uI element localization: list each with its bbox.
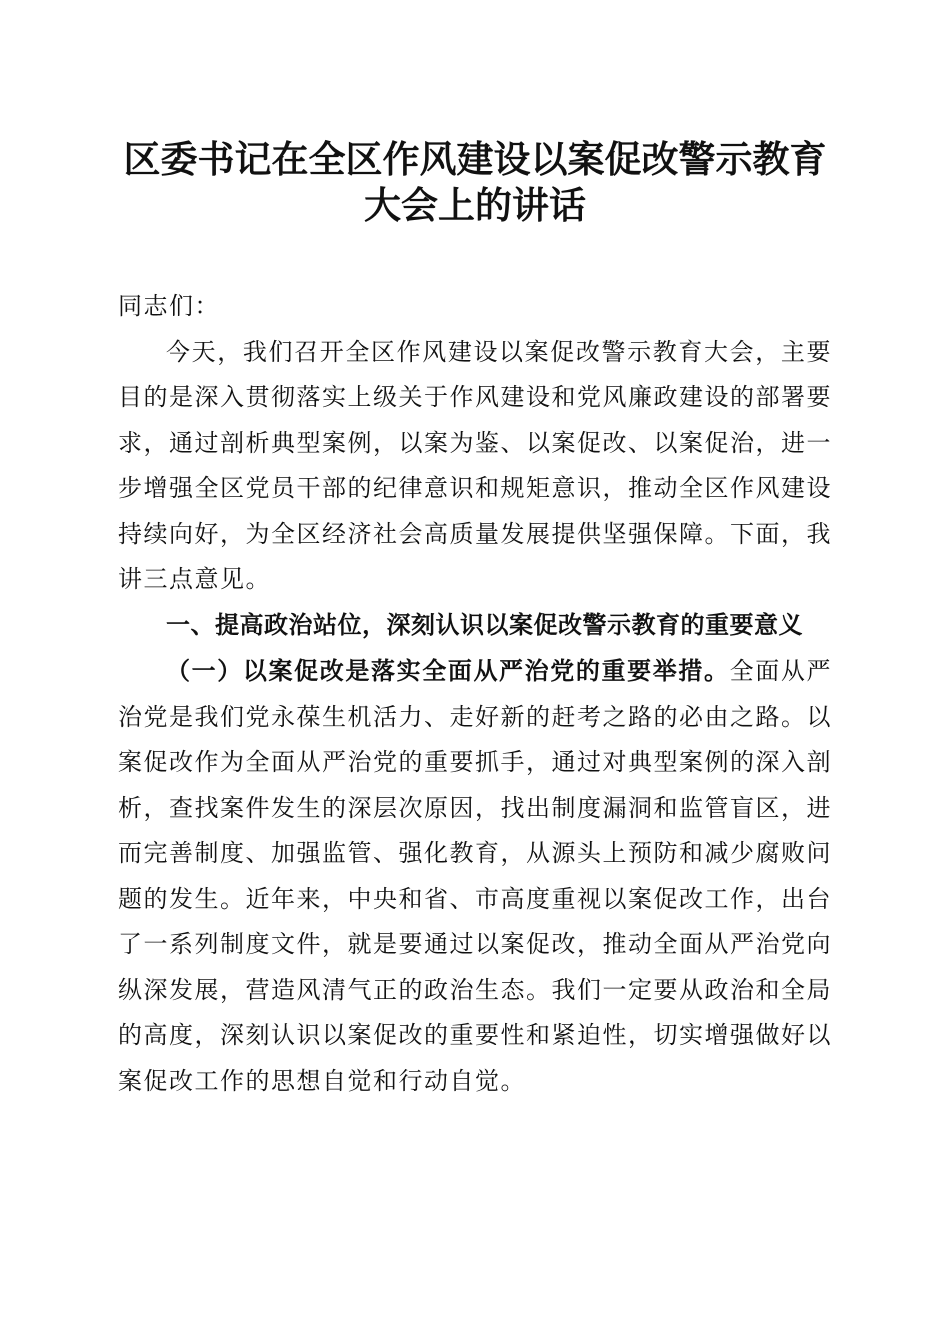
greeting: 同志们：	[118, 292, 220, 320]
document-title: 区委书记在全区作风建设以案促改警示教育大会上的讲话	[123, 137, 827, 227]
subsection-paragraph-1	[118, 648, 832, 1104]
section-heading-1: 一、提高政治站位，深刻认识以案促改警示教育的重要意义	[166, 610, 803, 639]
intro-paragraph: 今天，我们召开全区作风建设以案促改警示教育大会，主要目的是深入贯彻落实上级关于作风建设和党风廉政建设的部署要求，通过剖析典型案例，以案为鉴、以案促改、以案促治，进一步增强全区党员干部的纪律意识和规矩意识，推动全区作风建设持续向好，为全区经济社会高质量发展提供坚强保障。下面，我讲三点意见。	[118, 337, 832, 593]
subsection-text-1: 全面从严治党是我们党永葆生机活力、走好新的赶考之路的必由之路。以案促改作为全面从严治党的重要抓手，通过对典型案例的深入剖析，查找案件发生的深层次原因，找出制度漏洞和监管盲区，进而完善制度、加强监管、强化教育，从源头上预防和减少腐败问题的发生。近年来，中央和省、市高度重视以案促改工作，出台了一系列制度文件，就是要通过以案促改，推动全面从严治党向纵深发展，营造风清气正的政治生态。我们一定要从政治和全局的高度，深刻认识以案促改的重要性和紧迫性，切实增强做好以案促改工作的思想自觉和行动自觉。	[118, 657, 833, 1095]
document-body	[118, 284, 832, 1104]
subsection-heading-1: （一）以案促改是落实全面从严治党的重要举措。	[166, 656, 730, 685]
